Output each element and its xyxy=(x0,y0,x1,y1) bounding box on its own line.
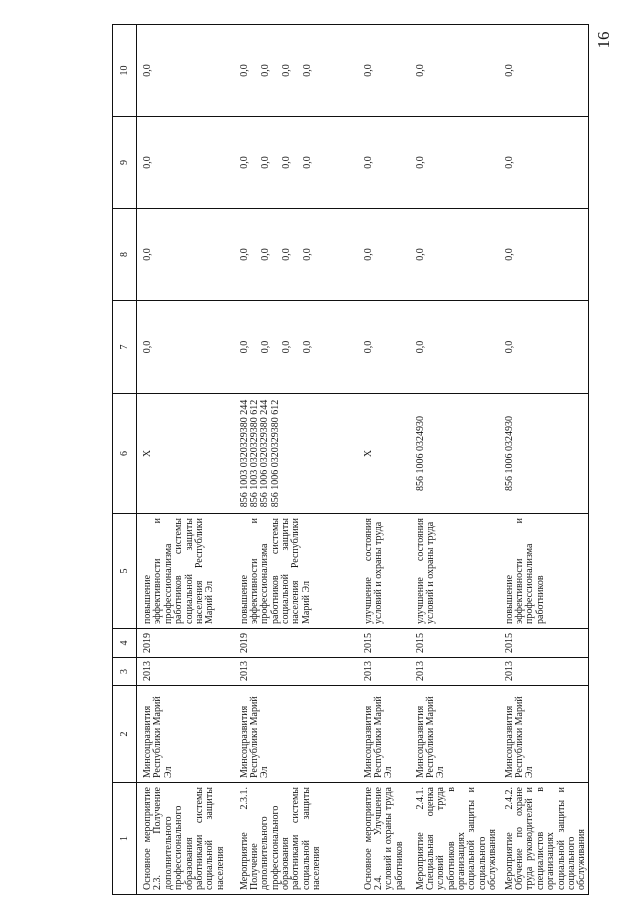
value: 0,0 xyxy=(259,64,271,77)
value: 0,0 xyxy=(238,64,250,77)
value: 0,0 xyxy=(301,156,313,169)
value: 0,0 xyxy=(503,156,515,169)
start-year: 2013 xyxy=(499,658,589,686)
value: 0,0 xyxy=(414,64,426,77)
start-year: 2013 xyxy=(410,658,499,686)
end-year: 2015 xyxy=(410,629,499,658)
budget-code: 856 1006 0320329380 612 xyxy=(269,399,281,508)
value-cell-7 xyxy=(137,301,234,394)
value: 0,0 xyxy=(259,156,271,169)
value: 0,0 xyxy=(414,156,426,169)
start-year: 2013 xyxy=(137,658,234,686)
value-cell-10 xyxy=(358,25,410,117)
value-cell-7 xyxy=(358,301,410,394)
program-activities-table xyxy=(112,24,589,895)
budget-code: 856 1003 0320329380 612 xyxy=(248,399,260,508)
column-header: 2 xyxy=(113,686,137,783)
budget-code: 856 1003 0320329380 244 xyxy=(238,399,250,508)
budget-code: 856 1006 0324930 xyxy=(503,416,515,491)
budget-code: X xyxy=(142,449,153,458)
value-cell-10 xyxy=(410,25,499,117)
activity-name: Основное мероприятие 2.3. Получение дополнительного профессионального образования работниками системы социальной защиты населения xyxy=(137,783,234,895)
value: 0,0 xyxy=(142,340,153,354)
budget-codes xyxy=(358,394,410,514)
column-header: 9 xyxy=(113,117,137,209)
activity-name: Мероприятие 2.4.2. Обучение по охране труда руководителей и специалистов в организациях социальной защиты и социального обслуживания xyxy=(499,783,589,895)
budget-codes xyxy=(499,394,589,514)
activity-name: Мероприятие 2.4.1. Специальная оценка условий труда работников в организациях социальной защиты и социального обслуживания xyxy=(410,783,499,895)
expected-result: улучшение состояния условий и охраны труда xyxy=(358,514,410,629)
start-year: 2013 xyxy=(358,658,410,686)
table-row xyxy=(410,25,499,895)
activity-name: Мероприятие 2.3.1. Получение дополнительного профессионального образования работниками системы социальной защиты населения xyxy=(234,783,358,895)
end-year: 2015 xyxy=(358,629,410,658)
table-row xyxy=(137,25,234,895)
value: 0,0 xyxy=(259,248,271,261)
value-cell-8 xyxy=(234,209,358,301)
start-year: 2013 xyxy=(234,658,358,686)
value: 0,0 xyxy=(259,340,271,354)
header-row xyxy=(113,25,137,895)
value: 0,0 xyxy=(362,64,374,77)
value: 0,0 xyxy=(362,340,374,354)
table-row xyxy=(234,25,358,895)
value: 0,0 xyxy=(280,248,292,261)
budget-codes xyxy=(234,394,358,514)
budget-code: 856 1006 0324930 xyxy=(414,416,426,491)
executor: Минсоцразвития Республики Марий Эл xyxy=(234,686,358,783)
value: 0,0 xyxy=(414,248,426,261)
column-header: 10 xyxy=(113,25,137,117)
executor: Минсоцразвития Республики Марий Эл xyxy=(410,686,499,783)
end-year: 2019 xyxy=(137,629,234,658)
value: 0,0 xyxy=(142,248,153,261)
column-header: 7 xyxy=(113,301,137,394)
value-cell-10 xyxy=(234,25,358,117)
value: 0,0 xyxy=(238,248,250,261)
column-header: 3 xyxy=(113,658,137,686)
value-cell-8 xyxy=(358,209,410,301)
value: 0,0 xyxy=(280,64,292,77)
rotated-table-container xyxy=(112,25,588,895)
value: 0,0 xyxy=(414,340,426,354)
value: 0,0 xyxy=(238,156,250,169)
value: 0,0 xyxy=(503,248,515,261)
value-cell-10 xyxy=(137,25,234,117)
value-cell-9 xyxy=(499,117,589,209)
column-header: 8 xyxy=(113,209,137,301)
value: 0,0 xyxy=(238,340,250,354)
value: 0,0 xyxy=(142,64,153,77)
executor: Минсоцразвития Республики Марий Эл xyxy=(137,686,234,783)
value: 0,0 xyxy=(301,64,313,77)
value-cell-10 xyxy=(499,25,589,117)
value-cell-7 xyxy=(410,301,499,394)
value-cell-8 xyxy=(137,209,234,301)
expected-result: улучшение состояния условий и охраны труда xyxy=(410,514,499,629)
table-row xyxy=(358,25,410,895)
value: 0,0 xyxy=(280,156,292,169)
value: 0,0 xyxy=(280,340,292,354)
value-cell-9 xyxy=(234,117,358,209)
table-row xyxy=(499,25,589,895)
value: 0,0 xyxy=(362,156,374,169)
column-header: 5 xyxy=(113,514,137,629)
value: 0,0 xyxy=(362,248,374,261)
value: 0,0 xyxy=(503,340,515,354)
executor: Минсоцразвития Республики Марий Эл xyxy=(358,686,410,783)
value-cell-8 xyxy=(499,209,589,301)
value: 0,0 xyxy=(301,340,313,354)
budget-codes xyxy=(410,394,499,514)
budget-code: 856 1006 0320329380 244 xyxy=(259,399,271,508)
end-year: 2015 xyxy=(499,629,589,658)
budget-code: X xyxy=(362,449,374,458)
column-header: 4 xyxy=(113,629,137,658)
value-cell-9 xyxy=(410,117,499,209)
expected-result: повышение эффективности и профессионализма работников системы социальной защиты населения Республики Марий Эл xyxy=(137,514,234,629)
value-cell-9 xyxy=(137,117,234,209)
value-cell-7 xyxy=(234,301,358,394)
value-cell-8 xyxy=(410,209,499,301)
expected-result: повышение эффективности и профессионализма работников системы социальной защиты населения Республики Марий Эл xyxy=(234,514,358,629)
value: 0,0 xyxy=(142,156,153,169)
page-number: 16 xyxy=(594,31,613,49)
value: 0,0 xyxy=(301,248,313,261)
executor: Минсоцразвития Республики Марий Эл xyxy=(499,686,589,783)
budget-codes xyxy=(137,394,234,514)
activity-name: Основное мероприятие 2.4. Улучшение условий и охраны труда работников xyxy=(358,783,410,895)
end-year: 2019 xyxy=(234,629,358,658)
expected-result: повышение эффективности и профессионализма работников xyxy=(499,514,589,629)
column-header: 6 xyxy=(113,394,137,514)
value: 0,0 xyxy=(503,64,515,77)
value-cell-7 xyxy=(499,301,589,394)
value-cell-9 xyxy=(358,117,410,209)
column-header: 1 xyxy=(113,783,137,895)
